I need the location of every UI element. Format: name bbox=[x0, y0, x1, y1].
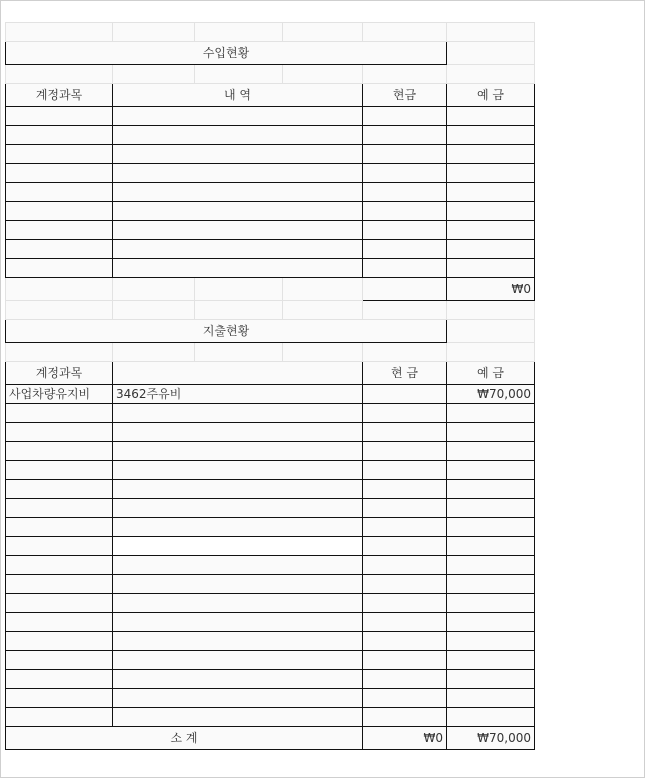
account-cell[interactable]: 사업차량유지비 bbox=[6, 385, 113, 404]
expense-title-row bbox=[6, 320, 535, 343]
account-cell[interactable] bbox=[6, 164, 113, 183]
deposit-cell[interactable] bbox=[447, 183, 535, 202]
account-cell[interactable] bbox=[6, 651, 113, 670]
details-cell[interactable] bbox=[113, 442, 363, 461]
empty-cell[interactable] bbox=[113, 278, 195, 301]
cash-cell[interactable] bbox=[363, 145, 447, 164]
cash-cell[interactable] bbox=[363, 202, 447, 221]
cash-cell[interactable] bbox=[363, 259, 447, 278]
deposit-cell[interactable] bbox=[447, 499, 535, 518]
account-cell[interactable] bbox=[6, 575, 113, 594]
deposit-cell[interactable] bbox=[447, 708, 535, 727]
account-cell[interactable] bbox=[6, 708, 113, 727]
cash-cell[interactable] bbox=[363, 423, 447, 442]
cash-cell[interactable] bbox=[363, 107, 447, 126]
account-cell[interactable] bbox=[6, 202, 113, 221]
details-cell[interactable] bbox=[113, 259, 363, 278]
empty-cell[interactable] bbox=[283, 23, 363, 42]
expense-row bbox=[6, 708, 535, 727]
deposit-cell[interactable] bbox=[447, 480, 535, 499]
cash-cell[interactable] bbox=[363, 613, 447, 632]
ledger-table bbox=[5, 22, 535, 750]
details-cell[interactable] bbox=[113, 202, 363, 221]
spacer-row bbox=[6, 343, 535, 362]
cash-cell[interactable] bbox=[363, 594, 447, 613]
details-cell[interactable] bbox=[113, 404, 363, 423]
account-cell[interactable] bbox=[6, 613, 113, 632]
header-details[interactable] bbox=[113, 362, 363, 385]
expense-row bbox=[6, 404, 535, 423]
deposit-cell[interactable] bbox=[447, 670, 535, 689]
expense-row bbox=[6, 423, 535, 442]
cash-cell[interactable] bbox=[363, 221, 447, 240]
empty-cell[interactable] bbox=[113, 23, 195, 42]
deposit-cell[interactable] bbox=[447, 461, 535, 480]
deposit-cell[interactable] bbox=[447, 164, 535, 183]
account-cell[interactable] bbox=[6, 145, 113, 164]
income-row bbox=[6, 202, 535, 221]
empty-cell[interactable] bbox=[195, 301, 283, 320]
ledger-sheet bbox=[5, 22, 534, 750]
account-cell[interactable] bbox=[6, 689, 113, 708]
expense-row bbox=[6, 594, 535, 613]
cash-cell[interactable] bbox=[363, 537, 447, 556]
cash-cell[interactable] bbox=[363, 632, 447, 651]
empty-cell[interactable] bbox=[363, 65, 447, 84]
deposit-cell[interactable] bbox=[447, 689, 535, 708]
spacer-row bbox=[6, 301, 535, 320]
deposit-cell[interactable] bbox=[447, 537, 535, 556]
details-cell[interactable]: 3462주유비 bbox=[113, 385, 363, 404]
empty-cell[interactable] bbox=[113, 65, 195, 84]
cash-cell[interactable] bbox=[363, 556, 447, 575]
income-row bbox=[6, 107, 535, 126]
empty-cell[interactable] bbox=[283, 343, 363, 362]
spacer-row bbox=[6, 65, 535, 84]
expense-row bbox=[6, 499, 535, 518]
deposit-cell[interactable] bbox=[447, 240, 535, 259]
account-cell[interactable] bbox=[6, 632, 113, 651]
account-cell[interactable] bbox=[6, 461, 113, 480]
account-cell[interactable] bbox=[6, 670, 113, 689]
details-cell[interactable] bbox=[113, 594, 363, 613]
deposit-cell[interactable] bbox=[447, 423, 535, 442]
empty-cell[interactable] bbox=[363, 23, 447, 42]
empty-cell[interactable] bbox=[447, 320, 535, 343]
account-cell[interactable] bbox=[6, 404, 113, 423]
income-header-row bbox=[6, 84, 535, 107]
deposit-cell[interactable] bbox=[447, 575, 535, 594]
cash-cell[interactable] bbox=[363, 385, 447, 404]
empty-cell[interactable] bbox=[195, 343, 283, 362]
cash-cell[interactable] bbox=[363, 689, 447, 708]
deposit-cell[interactable] bbox=[447, 107, 535, 126]
empty-cell[interactable] bbox=[283, 278, 363, 301]
details-cell[interactable] bbox=[113, 518, 363, 537]
expense-row bbox=[6, 480, 535, 499]
cash-cell[interactable] bbox=[363, 183, 447, 202]
cash-cell[interactable] bbox=[363, 240, 447, 259]
expense-row bbox=[6, 613, 535, 632]
expense-row bbox=[6, 537, 535, 556]
empty-cell[interactable] bbox=[195, 65, 283, 84]
details-cell[interactable] bbox=[113, 689, 363, 708]
deposit-cell[interactable] bbox=[447, 442, 535, 461]
income-row bbox=[6, 126, 535, 145]
header-cash[interactable]: 현금 bbox=[363, 84, 447, 107]
account-cell[interactable] bbox=[6, 240, 113, 259]
deposit-cell[interactable] bbox=[447, 632, 535, 651]
deposit-cell[interactable] bbox=[447, 404, 535, 423]
income-row bbox=[6, 164, 535, 183]
details-cell[interactable] bbox=[113, 145, 363, 164]
details-cell[interactable] bbox=[113, 651, 363, 670]
deposit-cell[interactable] bbox=[447, 651, 535, 670]
subtotal-label[interactable]: 소 계 bbox=[6, 727, 363, 750]
header-details[interactable]: 내 역 bbox=[113, 84, 363, 107]
details-cell[interactable] bbox=[113, 183, 363, 202]
account-cell[interactable] bbox=[6, 499, 113, 518]
expense-title[interactable]: 지출현황 bbox=[6, 320, 447, 343]
cash-cell[interactable] bbox=[363, 708, 447, 727]
income-row bbox=[6, 259, 535, 278]
account-cell[interactable] bbox=[6, 442, 113, 461]
cash-cell[interactable] bbox=[363, 126, 447, 145]
cash-cell[interactable] bbox=[363, 480, 447, 499]
empty-cell[interactable] bbox=[447, 301, 535, 320]
account-cell[interactable] bbox=[6, 259, 113, 278]
empty-cell[interactable] bbox=[283, 65, 363, 84]
income-row bbox=[6, 221, 535, 240]
empty-cell[interactable] bbox=[447, 23, 535, 42]
expense-row bbox=[6, 385, 535, 404]
empty-cell[interactable] bbox=[283, 301, 363, 320]
header-account[interactable]: 계정과목 bbox=[6, 362, 113, 385]
details-cell[interactable] bbox=[113, 107, 363, 126]
income-row bbox=[6, 145, 535, 164]
account-cell[interactable] bbox=[6, 183, 113, 202]
header-deposit[interactable]: 예 금 bbox=[447, 362, 535, 385]
expense-row bbox=[6, 575, 535, 594]
details-cell[interactable] bbox=[113, 461, 363, 480]
details-cell[interactable] bbox=[113, 708, 363, 727]
empty-cell[interactable] bbox=[6, 23, 113, 42]
expense-row bbox=[6, 442, 535, 461]
details-cell[interactable] bbox=[113, 221, 363, 240]
details-cell[interactable] bbox=[113, 480, 363, 499]
details-cell[interactable] bbox=[113, 556, 363, 575]
details-cell[interactable] bbox=[113, 632, 363, 651]
empty-cell[interactable] bbox=[113, 343, 195, 362]
income-total-cash[interactable] bbox=[363, 278, 447, 301]
income-row bbox=[6, 240, 535, 259]
empty-cell[interactable] bbox=[195, 23, 283, 42]
cash-cell[interactable] bbox=[363, 670, 447, 689]
header-account[interactable]: 계정과목 bbox=[6, 84, 113, 107]
account-cell[interactable] bbox=[6, 518, 113, 537]
cash-cell[interactable] bbox=[363, 575, 447, 594]
empty-cell[interactable] bbox=[363, 301, 447, 320]
deposit-cell[interactable] bbox=[447, 126, 535, 145]
expense-row bbox=[6, 651, 535, 670]
cash-cell[interactable] bbox=[363, 518, 447, 537]
deposit-cell[interactable] bbox=[447, 202, 535, 221]
details-cell[interactable] bbox=[113, 575, 363, 594]
deposit-cell[interactable] bbox=[447, 556, 535, 575]
empty-cell[interactable] bbox=[6, 278, 113, 301]
account-cell[interactable] bbox=[6, 423, 113, 442]
details-cell[interactable] bbox=[113, 423, 363, 442]
empty-cell[interactable] bbox=[113, 301, 195, 320]
empty-cell[interactable] bbox=[447, 65, 535, 84]
expense-row bbox=[6, 632, 535, 651]
details-cell[interactable] bbox=[113, 613, 363, 632]
deposit-cell[interactable] bbox=[447, 145, 535, 164]
cash-cell[interactable] bbox=[363, 442, 447, 461]
cash-cell[interactable] bbox=[363, 499, 447, 518]
spacer-row bbox=[6, 23, 535, 42]
details-cell[interactable] bbox=[113, 164, 363, 183]
deposit-cell[interactable] bbox=[447, 594, 535, 613]
account-cell[interactable] bbox=[6, 537, 113, 556]
empty-cell[interactable] bbox=[6, 343, 113, 362]
header-deposit[interactable]: 예 금 bbox=[447, 84, 535, 107]
income-total-row bbox=[6, 278, 535, 301]
empty-cell[interactable] bbox=[447, 42, 535, 65]
details-cell[interactable] bbox=[113, 126, 363, 145]
expense-row bbox=[6, 461, 535, 480]
cash-cell[interactable] bbox=[363, 404, 447, 423]
deposit-cell[interactable] bbox=[447, 221, 535, 240]
deposit-cell[interactable]: ₩70,000 bbox=[447, 385, 535, 404]
expense-row bbox=[6, 689, 535, 708]
income-title-row bbox=[6, 42, 535, 65]
deposit-cell[interactable] bbox=[447, 518, 535, 537]
cash-cell[interactable] bbox=[363, 461, 447, 480]
deposit-cell[interactable] bbox=[447, 259, 535, 278]
income-total-deposit[interactable]: ₩0 bbox=[447, 278, 535, 301]
details-cell[interactable] bbox=[113, 537, 363, 556]
income-title[interactable]: 수입현황 bbox=[6, 42, 447, 65]
subtotal-deposit[interactable]: ₩70,000 bbox=[447, 727, 535, 750]
expense-row bbox=[6, 518, 535, 537]
cash-cell[interactable] bbox=[363, 164, 447, 183]
expense-row bbox=[6, 556, 535, 575]
income-row bbox=[6, 183, 535, 202]
expense-subtotal-row bbox=[6, 727, 535, 750]
account-cell[interactable] bbox=[6, 221, 113, 240]
deposit-cell[interactable] bbox=[447, 613, 535, 632]
expense-header-row bbox=[6, 362, 535, 385]
account-cell[interactable] bbox=[6, 480, 113, 499]
empty-cell[interactable] bbox=[6, 65, 113, 84]
details-cell[interactable] bbox=[113, 499, 363, 518]
details-cell[interactable] bbox=[113, 240, 363, 259]
empty-cell[interactable] bbox=[195, 278, 283, 301]
expense-row bbox=[6, 670, 535, 689]
empty-cell[interactable] bbox=[363, 343, 447, 362]
account-cell[interactable] bbox=[6, 556, 113, 575]
details-cell[interactable] bbox=[113, 670, 363, 689]
header-cash[interactable]: 현 금 bbox=[363, 362, 447, 385]
empty-cell[interactable] bbox=[6, 301, 113, 320]
account-cell[interactable] bbox=[6, 126, 113, 145]
account-cell[interactable] bbox=[6, 594, 113, 613]
cash-cell[interactable] bbox=[363, 651, 447, 670]
empty-cell[interactable] bbox=[447, 343, 535, 362]
subtotal-cash[interactable]: ₩0 bbox=[363, 727, 447, 750]
account-cell[interactable] bbox=[6, 107, 113, 126]
